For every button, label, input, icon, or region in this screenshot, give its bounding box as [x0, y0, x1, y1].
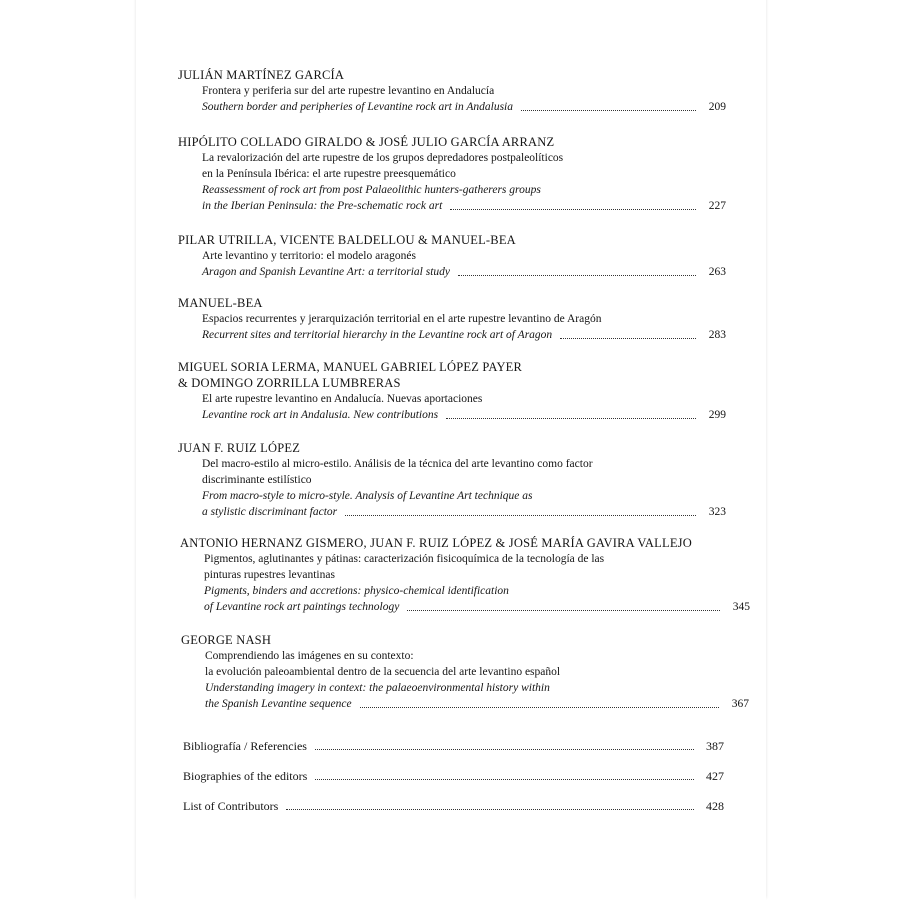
- dot-leader: [446, 418, 696, 419]
- dot-leader: [458, 275, 696, 276]
- entry-authors: GEORGE NASH: [181, 633, 272, 647]
- entry-title-en-text: Southern border and peripheries of Levantine rock art in Andalusia: [202, 101, 514, 113]
- dot-leader: [315, 779, 694, 780]
- entry-title-en: [178, 264, 726, 280]
- entry-title-es: Espacios recurrentes y jerarquización territorial en el arte rupestre levantino de Aragón: [202, 313, 602, 325]
- toc-entry: [178, 134, 726, 214]
- entry-title-en: [178, 504, 726, 520]
- dot-leader: [360, 707, 719, 708]
- backmatter-label: List of Contributors: [183, 799, 279, 813]
- entry-page-number[interactable]: 209: [708, 101, 726, 113]
- dot-leader: [345, 515, 696, 516]
- toc-entry: [178, 359, 726, 423]
- entry-page-number[interactable]: 227: [708, 200, 726, 212]
- entry-title-en: From macro-style to micro-style. Analysis of Levantine Art technique as: [202, 490, 533, 502]
- entry-title-en: [178, 198, 726, 214]
- entry-authors: ANTONIO HERNANZ GISMERO, JUAN F. RUIZ LÓPEZ & JOSÉ MARÍA GAVIRA VALLEJO: [180, 536, 692, 550]
- backmatter-page-number[interactable]: 427: [706, 769, 724, 783]
- backmatter-page-number[interactable]: 428: [706, 799, 724, 813]
- backmatter-label: Biographies of the editors: [183, 769, 308, 783]
- dot-leader: [407, 610, 720, 611]
- entry-page-number[interactable]: 345: [732, 601, 750, 613]
- entry-authors: MANUEL-BEA: [178, 296, 263, 310]
- toc-entry: [178, 232, 726, 280]
- entry-title-en-text: a stylistic discriminant factor: [202, 506, 338, 518]
- entry-title-es: Comprendiendo las imágenes en su contexto:: [205, 650, 414, 662]
- entry-title-es: La revalorización del arte rupestre de los grupos depredadores postpaleolíticos: [202, 152, 564, 164]
- dot-leader: [521, 110, 696, 111]
- dot-leader: [560, 338, 696, 339]
- backmatter-item[interactable]: [178, 754, 724, 784]
- entry-title-es: en la Península Ibérica: el arte rupestre preesquemático: [202, 168, 456, 180]
- backmatter-item[interactable]: [178, 724, 724, 754]
- entry-title-en-text: the Spanish Levantine sequence: [205, 698, 352, 710]
- entry-title-en: Understanding imagery in context: the palaeoenvironmental history within: [205, 682, 550, 694]
- toc-entry: [180, 535, 750, 615]
- entry-title-en-text: of Levantine rock art paintings technology: [204, 601, 400, 613]
- entry-title-en: [178, 99, 726, 115]
- entry-page-number[interactable]: 367: [731, 698, 749, 710]
- dot-leader: [315, 749, 694, 750]
- entry-authors: PILAR UTRILLA, VICENTE BALDELLOU & MANUEL-BEA: [178, 233, 516, 247]
- entry-page-number[interactable]: 263: [708, 266, 726, 278]
- entry-authors: MIGUEL SORIA LERMA, MANUEL GABRIEL LÓPEZ PAYER: [178, 360, 523, 374]
- toc-entry: [178, 67, 726, 115]
- entry-title-en-text: Aragon and Spanish Levantine Art: a territorial study: [202, 266, 450, 278]
- entry-title-es: Del macro-estilo al micro-estilo. Análisis de la técnica del arte levantino como factor: [202, 458, 593, 470]
- toc-entry: [181, 632, 749, 712]
- entry-page-number[interactable]: 283: [708, 329, 726, 341]
- entry-title-es: pinturas rupestres levantinas: [204, 569, 335, 581]
- entry-title-es: Frontera y periferia sur del arte rupestre levantino en Andalucía: [202, 85, 495, 97]
- entry-authors: HIPÓLITO COLLADO GIRALDO & JOSÉ JULIO GARCÍA ARRANZ: [178, 135, 555, 149]
- toc-entry: [178, 295, 726, 343]
- entry-title-en: [181, 696, 749, 712]
- entry-title-en: [180, 599, 750, 615]
- entry-title-en-text: in the Iberian Peninsula: the Pre-schematic rock art: [202, 200, 443, 212]
- entry-authors: & DOMINGO ZORRILLA LUMBRERAS: [178, 376, 401, 390]
- toc-entry: [178, 440, 726, 520]
- entry-page-number[interactable]: 323: [708, 506, 726, 518]
- entry-title-en-text: Recurrent sites and territorial hierarchy in the Levantine rock art of Aragon: [202, 329, 553, 341]
- entry-authors: JUAN F. RUIZ LÓPEZ: [178, 441, 301, 455]
- entry-title-en: [178, 407, 726, 423]
- backmatter-page-number[interactable]: 387: [706, 739, 724, 753]
- entry-title-es: El arte rupestre levantino en Andalucía. Nuevas aportaciones: [202, 393, 483, 405]
- entry-authors: JULIÁN MARTÍNEZ GARCÍA: [178, 68, 345, 82]
- entry-title-es: discriminante estilístico: [202, 474, 312, 486]
- entry-title-en-text: Levantine rock art in Andalusia. New contributions: [202, 409, 439, 421]
- entry-title-es: Pigmentos, aglutinantes y pátinas: caracterización fisicoquímica de la tecnología de las: [204, 553, 605, 565]
- backmatter-label: Bibliografía / Referencies: [183, 739, 307, 753]
- backmatter-item[interactable]: [178, 784, 724, 814]
- entry-title-en: Reassessment of rock art from post Palaeolithic hunters-gatherers groups: [202, 184, 541, 196]
- entry-title-en: [178, 327, 726, 343]
- dot-leader: [450, 209, 696, 210]
- entry-page-number[interactable]: 299: [708, 409, 726, 421]
- entry-title-es: Arte levantino y territorio: el modelo aragonés: [202, 250, 416, 262]
- entry-title-en: Pigments, binders and accretions: physico-chemical identification: [204, 585, 509, 597]
- backmatter-list: [178, 724, 724, 814]
- entry-title-es: la evolución paleoambiental dentro de la secuencia del arte levantino español: [205, 666, 561, 678]
- dot-leader: [286, 809, 694, 810]
